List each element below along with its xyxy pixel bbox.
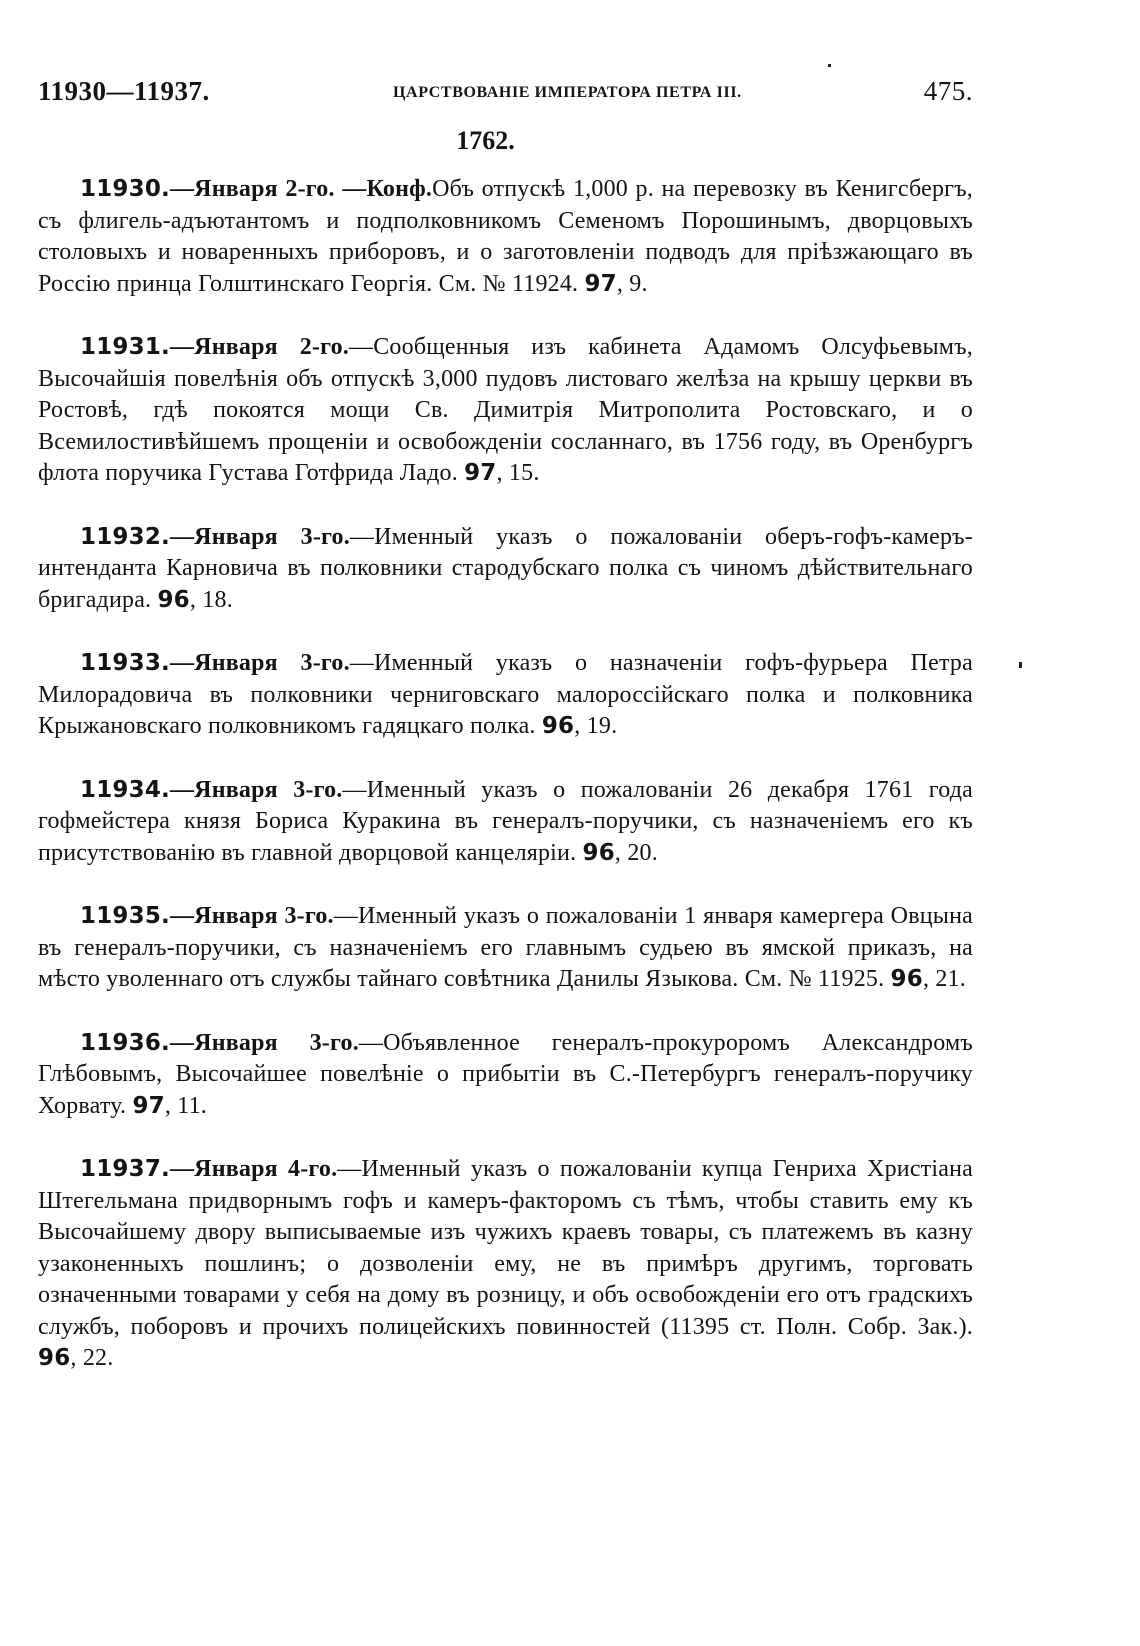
entry-reference-volume: 96 [890, 966, 923, 992]
print-speck [828, 64, 831, 67]
entry-number: 11936. [80, 1029, 170, 1056]
entry-text: —Именный указъ о пожалованіи 1 января камергера Овцына въ генералъ-поручики, съ назначеніемъ его главнымъ судьею въ ямской приказъ, на мѣсто уволеннаго отъ службы тайнаго совѣтника Данилы Языкова. См. № 11925. [38, 903, 973, 992]
entry-date: —Января 2-го. [169, 334, 350, 360]
entry-date: —Января 3-го. [169, 903, 334, 929]
entry-11933 [38, 648, 973, 743]
entry-11935 [38, 901, 973, 996]
entry-reference-volume: 97 [464, 460, 497, 486]
entry-date: —Января 3-го. [169, 1029, 359, 1056]
entry-reference-page: , 22. [70, 1345, 114, 1371]
entry-number: 11930. [80, 176, 170, 202]
entry-reference-page: , 15. [496, 460, 540, 486]
document-page [38, 76, 973, 1407]
entry-11936 [38, 1028, 973, 1123]
entry-reference-page: , 21. [922, 966, 966, 992]
entry-text: Объ отпускѣ 1,000 р. на перевозку въ Кенигсбергъ, съ флигель-адъютантомъ и подполковникомъ Семеномъ Порошинымъ, дворцовыхъ столовыхъ и новаренныхъ приборовъ, и о заготовленіи подводъ для пріѣзжающаго въ Россію принца Голштинскаго Георгія. См. № 11924. [38, 176, 974, 297]
page-number: 475. [923, 76, 973, 106]
entry-date: —Января 3-го. [169, 776, 343, 803]
print-speck [1019, 662, 1022, 668]
entry-reference-page: , 11. [164, 1092, 207, 1119]
entry-number: 11935. [80, 903, 170, 929]
entry-number: 11932. [80, 523, 170, 550]
entry-number: 11934. [80, 776, 170, 803]
entry-reference-volume: 97 [584, 270, 617, 297]
entry-text: —Именный указъ о пожалованіи 26 декабря 1761 года гофмейстера князя Бориса Куракина въ генералъ-поручики, съ назначеніемъ его къ присутствованію въ главной дворцовой канцеляріи. [38, 776, 973, 866]
entry-date: —Января 3-го. [169, 523, 350, 550]
entry-reference-page: , 19. [574, 713, 618, 739]
header-entry-range: 11930—11937. [38, 76, 210, 106]
entry-11931 [38, 332, 973, 490]
entry-reference-volume: 97 [132, 1092, 165, 1119]
entry-number: 11937. [80, 1156, 170, 1182]
entry-text: —Именный указъ о пожалованіи оберъ-гофъ-камеръ-интенданта Карновича въ полковники стародубскаго полка съ чиномъ дѣйствительнаго бригадира. [38, 523, 973, 613]
entry-text: —Именный указъ о назначеніи гофъ-фурьера Петра Милорадовича въ полковники черниговскаго малороссійскаго полка и полковника Крыжановскаго полковникомъ гадяцкаго полка. [38, 650, 973, 739]
entry-reference-page: , 20. [614, 839, 658, 866]
header-title: ЦАРСТВОВАНІЕ ИМПЕРАТОРА ПЕТРА III. [393, 84, 742, 101]
entry-11937 [38, 1154, 973, 1375]
year-heading: 1762. [456, 126, 515, 155]
entry-date: —Января 2-го. —Конф. [169, 176, 433, 202]
entry-reference-page: , 18. [189, 586, 233, 613]
entry-reference-volume: 96 [38, 1345, 71, 1371]
entry-text: —Объявленное генералъ-прокуроромъ Александромъ Глѣбовымъ, Высочайшее повелѣніе о прибытіи въ С.-Петербургъ генералъ-поручику Хорвату. [38, 1029, 973, 1119]
entry-11932 [38, 522, 973, 617]
entry-11930 [38, 174, 973, 300]
entry-text: —Сообщенныя изъ кабинета Адамомъ Олсуфьевымъ, Высочайшія повелѣнія объ отпускѣ 3,000 пудовъ листоваго желѣза на крышу церкви въ Ростовѣ, гдѣ покоятся мощи Св. Димитрія Митрополита Ростовскаго, и о Всемилостивѣйшемъ прощеніи и освобожденіи сосланнаго, въ 1756 году, въ Оренбургъ флота поручика Густава Готфрида Ладо. [38, 334, 973, 486]
entry-reference-volume: 96 [541, 713, 575, 739]
running-header [38, 76, 973, 116]
entry-reference-page: , 9. [616, 270, 648, 297]
entry-date: —Января 3-го. [169, 650, 350, 676]
entry-number: 11931. [80, 334, 170, 360]
entry-reference-volume: 96 [157, 586, 190, 613]
entry-reference-volume: 96 [582, 839, 615, 866]
entry-date: —Января 4-го. [169, 1156, 338, 1182]
entry-text: —Именный указъ о пожалованіи купца Генриха Христіана Штегельмана придворнымъ гофъ и камеръ-факторомъ съ тѣмъ, чтобы ставить ему къ Высочайшему двору выписываемые изъ чужихъ краевъ товары, съ платежемъ въ казну узаконенныхъ пошлинъ; о дозволеніи ему, не въ примѣръ другимъ, торговать означенными товарами у себя на дому въ розницу, и объ освобожденіи его отъ градскихъ службъ, поборовъ и прочихъ полицейскихъ повинностей (11395 ст. Полн. Собр. Зак.). [38, 1156, 973, 1340]
entry-number: 11933. [80, 650, 170, 676]
entries-list [38, 174, 973, 1375]
entry-11934 [38, 775, 973, 870]
